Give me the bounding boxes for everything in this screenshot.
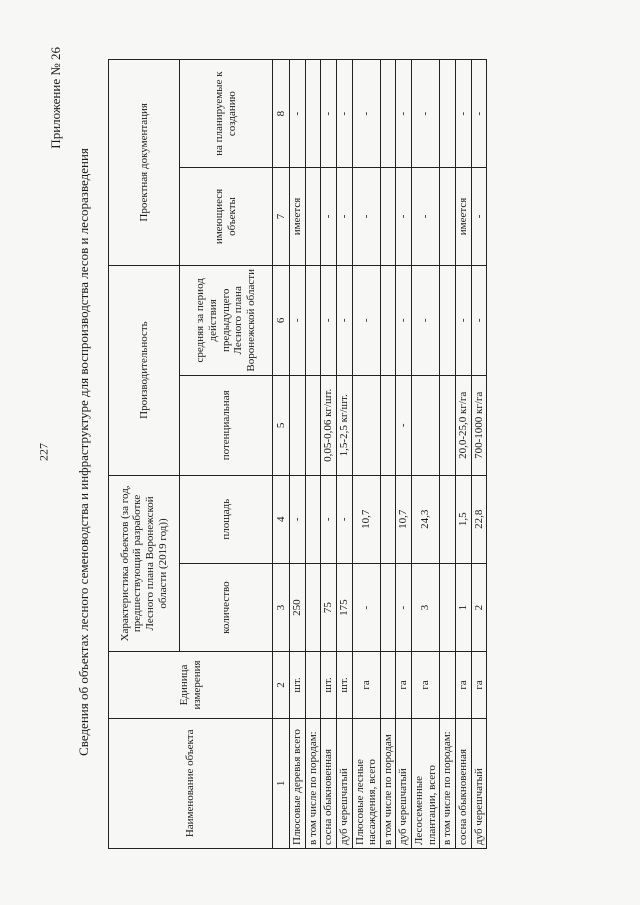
cell-area: 10,7	[352, 475, 380, 563]
header-planned: на планируемые к созданию	[180, 60, 273, 168]
cell-average: -	[336, 265, 352, 376]
cell-existing: -	[352, 168, 380, 265]
cell-quantity: 75	[321, 563, 337, 651]
cell-average: -	[396, 265, 412, 376]
cell-potential: 700-1000 кг/га	[471, 376, 487, 475]
column-number: 4	[273, 475, 290, 563]
cell-unit: шт.	[321, 652, 337, 718]
column-number: 5	[273, 376, 290, 475]
document-sheet	[40, 37, 600, 867]
cell-quantity: -	[396, 563, 412, 651]
data-table	[108, 59, 487, 849]
cell-area: -	[321, 475, 337, 563]
column-number: 8	[273, 60, 290, 168]
cell-name: Лесосеменные плантации, всего	[412, 718, 440, 848]
cell-potential	[380, 376, 396, 475]
cell-planned: -	[290, 60, 306, 168]
cell-existing: имеется	[456, 168, 472, 265]
cell-area: -	[336, 475, 352, 563]
cell-unit: шт.	[336, 652, 352, 718]
cell-area: -	[290, 475, 306, 563]
cell-unit: га	[456, 652, 472, 718]
header-unit: Единица измерения	[109, 652, 273, 718]
cell-potential: 1,5-2,5 кг/шт.	[336, 376, 352, 475]
cell-planned: -	[456, 60, 472, 168]
cell-potential	[352, 376, 380, 475]
header-name: Наименование объекта	[109, 718, 273, 848]
cell-area	[305, 475, 321, 563]
cell-area: 10,7	[396, 475, 412, 563]
header-potential: потенциальная	[180, 376, 273, 475]
cell-quantity	[305, 563, 321, 651]
cell-name: дуб черешчатый	[471, 718, 487, 848]
cell-name: дуб черешчатый	[336, 718, 352, 848]
cell-average	[440, 265, 456, 376]
column-number: 3	[273, 563, 290, 651]
cell-unit: га	[412, 652, 440, 718]
cell-planned: -	[336, 60, 352, 168]
cell-area	[380, 475, 396, 563]
cell-average: -	[290, 265, 306, 376]
table-row	[380, 60, 396, 849]
cell-unit: га	[471, 652, 487, 718]
page-number: 227	[36, 443, 51, 461]
cell-planned	[440, 60, 456, 168]
document-title: Сведения об объектах лесного семеноводства и инфраструктуре для воспроизводства лесов и лесоразведения	[76, 148, 91, 756]
cell-potential: -	[396, 376, 412, 475]
cell-unit	[440, 652, 456, 718]
appendix-label: Приложение № 26	[48, 47, 63, 149]
cell-area	[440, 475, 456, 563]
cell-unit	[305, 652, 321, 718]
cell-name: в том числе по породам	[380, 718, 396, 848]
cell-existing: -	[396, 168, 412, 265]
cell-potential	[440, 376, 456, 475]
header-design-docs: Проектная документация	[109, 60, 180, 266]
cell-average: -	[352, 265, 380, 376]
cell-area: 24,3	[412, 475, 440, 563]
cell-average	[380, 265, 396, 376]
cell-existing: -	[321, 168, 337, 265]
table-row	[321, 60, 337, 849]
cell-quantity: 1	[456, 563, 472, 651]
cell-planned	[380, 60, 396, 168]
cell-existing	[305, 168, 321, 265]
table-row	[471, 60, 487, 849]
cell-quantity: 3	[412, 563, 440, 651]
header-characteristics: Характеристика объектов (за год, предшествующий разработке Лесного плана Воронежской области (2019 год))	[109, 475, 180, 652]
column-number-row	[273, 60, 290, 849]
cell-average	[305, 265, 321, 376]
column-number: 7	[273, 168, 290, 265]
cell-unit: шт.	[290, 652, 306, 718]
cell-area: 1,5	[456, 475, 472, 563]
table-row	[412, 60, 440, 849]
cell-existing: -	[412, 168, 440, 265]
cell-quantity	[440, 563, 456, 651]
cell-potential: 20,0-25,0 кг/га	[456, 376, 472, 475]
table-row	[305, 60, 321, 849]
table-row	[396, 60, 412, 849]
cell-planned: -	[471, 60, 487, 168]
cell-planned	[305, 60, 321, 168]
header-existing: имеющиеся объекты	[180, 168, 273, 265]
cell-planned: -	[396, 60, 412, 168]
cell-name: в том числе по породам:	[440, 718, 456, 848]
header-area: площадь	[180, 475, 273, 563]
cell-name: в том числе по породам:	[305, 718, 321, 848]
cell-existing: имеется	[290, 168, 306, 265]
cell-quantity: 250	[290, 563, 306, 651]
table-row	[290, 60, 306, 849]
table-row	[456, 60, 472, 849]
cell-average: -	[321, 265, 337, 376]
cell-planned: -	[352, 60, 380, 168]
cell-unit	[380, 652, 396, 718]
table-row	[440, 60, 456, 849]
cell-name: дуб черешчатый	[396, 718, 412, 848]
header-average: средняя за период действия предыдущего Лесного плана Воронежской области	[180, 265, 273, 376]
column-number: 6	[273, 265, 290, 376]
cell-potential	[305, 376, 321, 475]
cell-average: -	[456, 265, 472, 376]
cell-unit: га	[352, 652, 380, 718]
cell-name: сосна обыкновенная	[321, 718, 337, 848]
cell-name: Плюсовые деревья всего	[290, 718, 306, 848]
column-number: 2	[273, 652, 290, 718]
table-row	[336, 60, 352, 849]
cell-name: Плюсовые лесные насаждения, всего	[352, 718, 380, 848]
cell-average: -	[471, 265, 487, 376]
cell-potential	[290, 376, 306, 475]
table-row	[352, 60, 380, 849]
cell-quantity	[380, 563, 396, 651]
cell-planned: -	[321, 60, 337, 168]
cell-name: сосна обыкновенная	[456, 718, 472, 848]
cell-quantity: 2	[471, 563, 487, 651]
cell-existing: -	[336, 168, 352, 265]
cell-quantity: -	[352, 563, 380, 651]
header-productivity: Производительность	[109, 265, 180, 475]
cell-potential: 0,05-0,06 кг/шт.	[321, 376, 337, 475]
cell-unit: га	[396, 652, 412, 718]
cell-existing	[380, 168, 396, 265]
cell-existing: -	[471, 168, 487, 265]
cell-planned: -	[412, 60, 440, 168]
header-quantity: количество	[180, 563, 273, 651]
cell-area: 22,8	[471, 475, 487, 563]
column-number: 1	[273, 718, 290, 848]
cell-existing	[440, 168, 456, 265]
cell-potential	[412, 376, 440, 475]
cell-average: -	[412, 265, 440, 376]
cell-quantity: 175	[336, 563, 352, 651]
